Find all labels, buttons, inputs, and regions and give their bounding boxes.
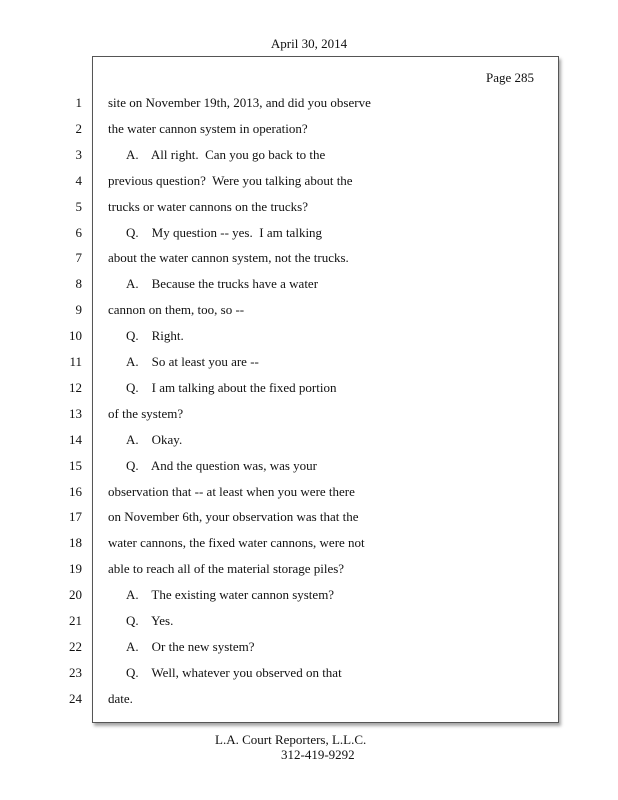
transcript-line-text: A. All right. Can you go back to the bbox=[126, 147, 326, 162]
page-number: Page 285 bbox=[486, 70, 535, 85]
line-number: 5 bbox=[75, 199, 82, 214]
line-number: 19 bbox=[69, 561, 82, 576]
line-number: 17 bbox=[69, 509, 82, 524]
transcript-line-text: site on November 19th, 2013, and did you observe bbox=[108, 95, 371, 110]
transcript-line-text: about the water cannon system, not the trucks. bbox=[108, 250, 349, 265]
line-number: 12 bbox=[69, 380, 82, 395]
line-number: 22 bbox=[69, 639, 82, 654]
line-number: 7 bbox=[75, 250, 82, 265]
transcript-line-text: Q. Yes. bbox=[126, 613, 174, 628]
line-number: 3 bbox=[75, 147, 82, 162]
transcript-line-text: observation that -- at least when you were there bbox=[108, 484, 355, 499]
line-number: 8 bbox=[75, 276, 82, 291]
line-number: 20 bbox=[69, 587, 82, 602]
line-number: 2 bbox=[75, 121, 82, 136]
transcript-line-text: the water cannon system in operation? bbox=[108, 121, 308, 136]
line-number: 10 bbox=[69, 328, 82, 343]
line-number: 18 bbox=[69, 535, 82, 550]
transcript-line-text: of the system? bbox=[108, 406, 184, 421]
line-number: 6 bbox=[75, 225, 82, 240]
line-number: 11 bbox=[69, 354, 82, 369]
transcript-line-text: able to reach all of the material storage piles? bbox=[108, 561, 345, 576]
transcript-line-text: trucks or water cannons on the trucks? bbox=[108, 199, 308, 214]
transcript-line-text: A. So at least you are -- bbox=[126, 354, 259, 369]
transcript-line-text: A. Okay. bbox=[126, 432, 183, 447]
transcript-line-text: cannon on them, too, so -- bbox=[108, 302, 245, 317]
line-number: 4 bbox=[75, 173, 82, 188]
transcript-line-text: A. Or the new system? bbox=[126, 639, 255, 654]
line-number: 14 bbox=[69, 432, 82, 447]
transcript-line-text: previous question? Were you talking about the bbox=[108, 173, 353, 188]
line-number: 23 bbox=[69, 665, 82, 680]
transcript-line-text: Q. And the question was, was your bbox=[126, 458, 318, 473]
line-number: 16 bbox=[69, 484, 82, 499]
line-number: 13 bbox=[69, 406, 82, 421]
transcript-line-text: A. The existing water cannon system? bbox=[126, 587, 335, 602]
transcript-line-text: Q. I am talking about the fixed portion bbox=[126, 380, 337, 395]
transcript-date: April 30, 2014 bbox=[270, 36, 348, 51]
court-reporter-company: L.A. Court Reporters, L.L.C. bbox=[215, 732, 367, 747]
line-number: 15 bbox=[69, 458, 82, 473]
line-number: 21 bbox=[69, 613, 82, 628]
transcript-line-text: Q. Well, whatever you observed on that bbox=[126, 665, 342, 680]
line-number: 1 bbox=[75, 95, 82, 110]
transcript-line-text: Q. Right. bbox=[126, 328, 184, 343]
transcript-line-text: Q. My question -- yes. I am talking bbox=[126, 225, 323, 240]
transcript-line-text: date. bbox=[108, 691, 133, 706]
transcript-line-text: A. Because the trucks have a water bbox=[126, 276, 319, 291]
line-number: 24 bbox=[69, 691, 82, 706]
court-reporter-phone: 312-419-9292 bbox=[281, 747, 355, 762]
line-number: 9 bbox=[75, 302, 82, 317]
transcript-line-text: water cannons, the fixed water cannons, were not bbox=[108, 535, 365, 550]
transcript-line-text: on November 6th, your observation was that the bbox=[108, 509, 359, 524]
